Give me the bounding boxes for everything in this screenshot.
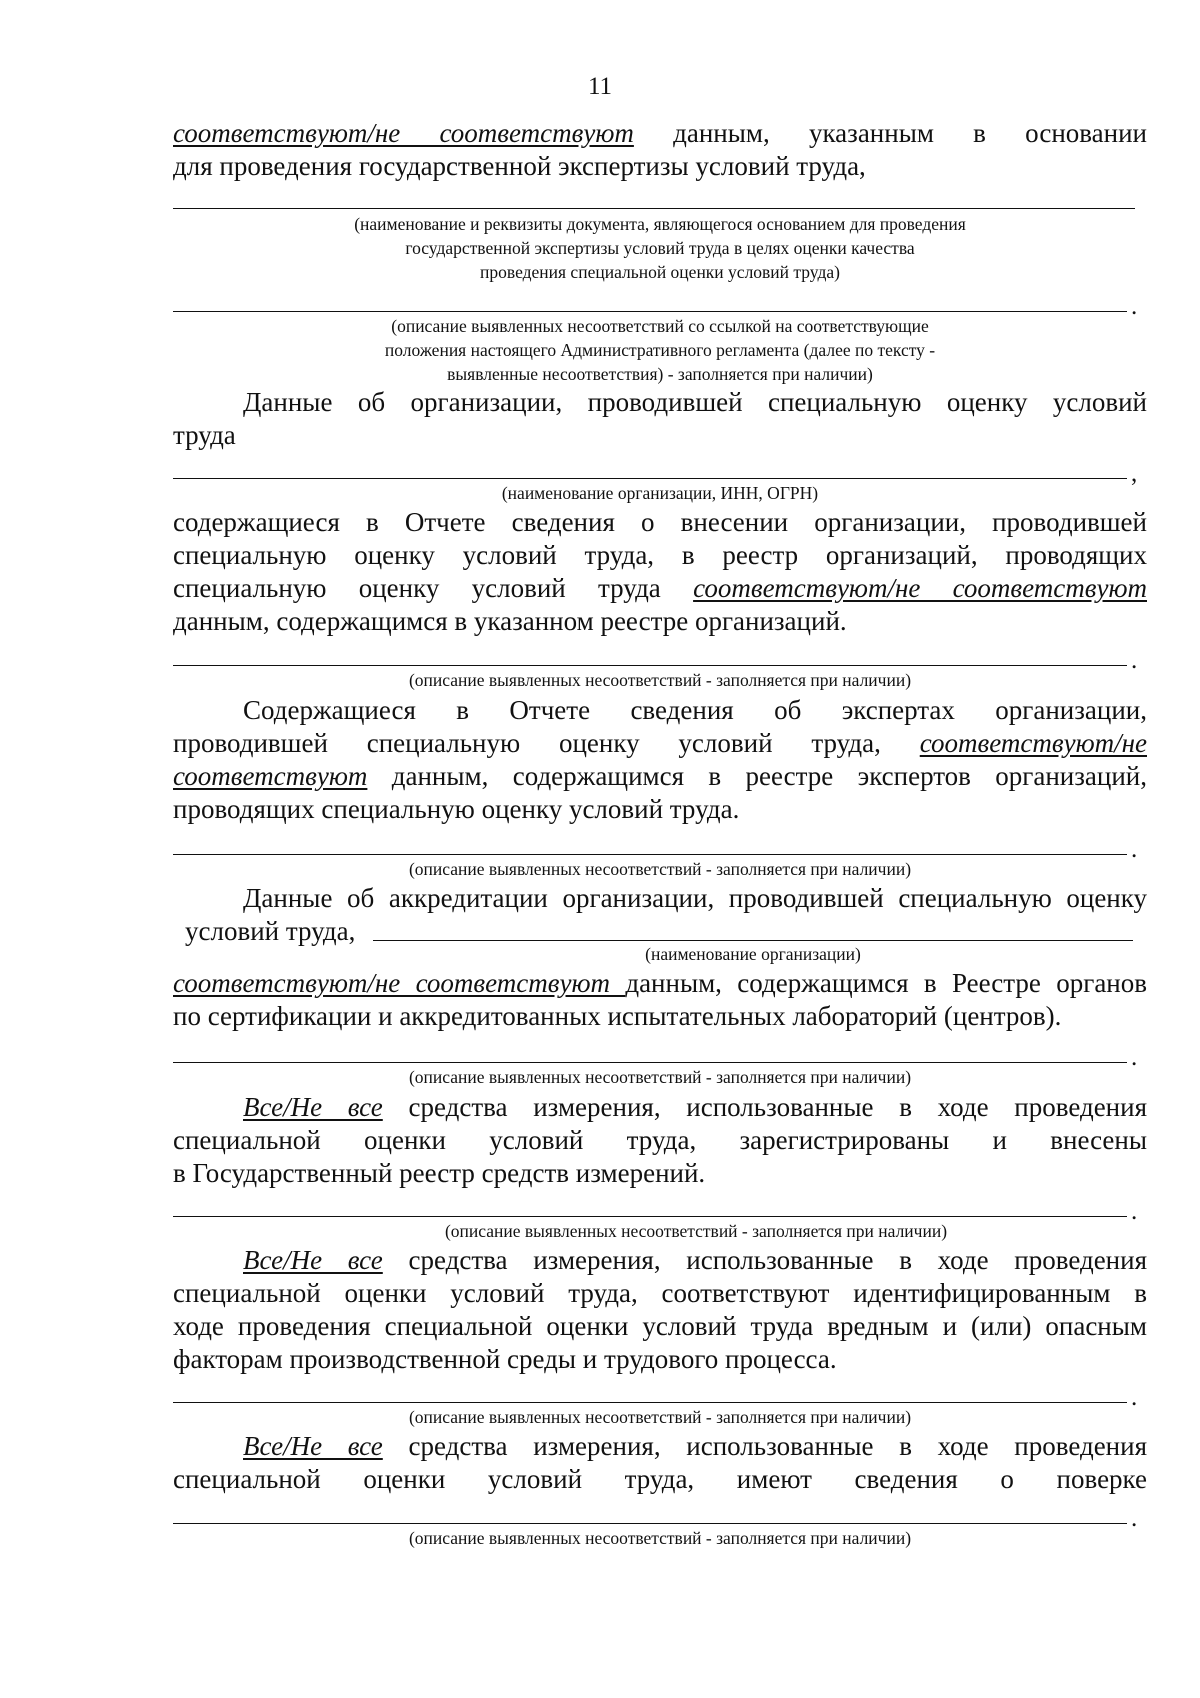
underlined-choice: соответствуют/не соответствуют <box>173 118 634 148</box>
text-line: соответствуют/не соответствуют данным, содержащимся в Реестре органов <box>173 968 1147 998</box>
fill-in-line <box>173 311 1127 312</box>
underlined-choice: Все/Не все <box>243 1245 383 1275</box>
text-line: специальной оценки условий труда, зарегистрированы и внесены <box>173 1125 1147 1155</box>
line-end-period: . <box>1131 836 1138 863</box>
text-line: труда <box>173 420 236 450</box>
text-line: проводящих специальную оценку условий труда. <box>173 794 740 824</box>
text-line: данным, содержащимся в указанном реестре организаций. <box>173 606 847 636</box>
line-end-period: . <box>1131 1505 1138 1532</box>
text-line: Данные об аккредитации организации, проводившей специальную оценку <box>243 883 1147 913</box>
line-end-period: . <box>1131 293 1138 320</box>
underlined-choice: соответствуют/не соответствуют <box>693 573 1147 603</box>
line-end-period: . <box>1131 647 1138 674</box>
text-line: Данные об организации, проводившей специальную оценку условий <box>243 387 1147 417</box>
caption-mismatch-description: (описание выявленных несоответствий - заполняется при наличии) <box>408 859 912 879</box>
underlined-choice: соответствуют/не <box>919 728 1147 758</box>
text-line: соответствуют данным, содержащимся в реестре экспертов организаций, <box>173 761 1147 791</box>
fill-in-line <box>173 1523 1127 1524</box>
page-number: 11 <box>587 73 613 100</box>
text-line: Содержащиеся в Отчете сведения об экспертах организации, <box>243 695 1147 725</box>
fill-in-line <box>173 478 1127 479</box>
paragraph-organization-data <box>173 386 1147 452</box>
text-line: ходе проведения специальной оценки условий труда вредным и (или) опасным <box>173 1311 1147 1341</box>
paragraph-measuring-instruments-verification <box>173 1430 1147 1496</box>
text-line: специальной оценки условий труда, соответствуют идентифицированным в <box>173 1278 1147 1308</box>
text-line: содержащиеся в Отчете сведения о внесении организации, проводившей <box>173 507 1147 537</box>
text-line: по сертификации и аккредитованных испытательных лабораторий (центров). <box>173 1001 1062 1031</box>
paragraph-accreditation-registry <box>173 967 1147 1033</box>
text-line: специальную оценку условий труда соответствуют/не соответствуют <box>173 573 1147 603</box>
underlined-choice: соответствуют <box>173 761 368 791</box>
text-line: Все/Не все средства измерения, использованные в ходе проведения <box>243 1092 1147 1122</box>
fill-in-line <box>173 1062 1127 1063</box>
caption-mismatch-description: (описание выявленных несоответствий - заполняется при наличии) <box>408 670 912 690</box>
paragraph-basis <box>173 117 1147 183</box>
fill-in-line <box>373 940 1133 941</box>
underlined-choice: Все/Не все <box>243 1431 383 1461</box>
caption-mismatch-description: (описание выявленных несоответствий - заполняется при наличии) <box>408 1067 912 1087</box>
line-end-comma: , <box>1131 460 1138 487</box>
caption-mismatch-description: (описание выявленных несоответствий - заполняется при наличии) <box>408 1407 912 1427</box>
text-line: проводившей специальную оценку условий труда, соответствуют/не <box>173 728 1147 758</box>
text-line: в Государственный реестр средств измерений. <box>173 1158 706 1188</box>
line-end-period: . <box>1131 1198 1138 1225</box>
caption-mismatch-description: (описание выявленных несоответствий - заполняется при наличии) <box>408 1528 912 1548</box>
fill-in-line <box>173 665 1127 666</box>
caption-mismatch-description: (описание выявленных несоответствий со ссылкой на соответствующие положения настоящего Административного регламента (далее по тексту - выявленные несоответствия) - заполняется при наличии) <box>384 316 936 384</box>
text-line: Все/Не все средства измерения, использованные в ходе проведения <box>243 1431 1147 1461</box>
caption-basis-document: (наименование и реквизиты документа, являющегося основанием для проведения государственной экспертизы условий труда в целях оценки качества проведения специальной оценки условий труда) <box>354 214 966 282</box>
paragraph-accreditation <box>173 882 1147 948</box>
text-line: для проведения государственной экспертизы условий труда, <box>173 151 866 181</box>
text-line: соответствуют/не соответствуют данным, указанным в основании <box>173 118 1147 148</box>
paragraph-registry-info <box>173 506 1147 638</box>
paragraph-measuring-instruments-registered <box>173 1091 1147 1190</box>
underlined-choice: Все/Не все <box>243 1092 383 1122</box>
line-end-period: . <box>1131 1044 1138 1071</box>
text-line: специальную оценку условий труда, в реестр организаций, проводящих <box>173 540 1147 570</box>
line-end-period: . <box>1131 1384 1138 1411</box>
caption-organization-name: (наименование организации, ИНН, ОГРН) <box>501 483 819 503</box>
paragraph-experts-info <box>173 694 1147 826</box>
fill-in-line <box>173 1216 1127 1217</box>
text-line: Все/Не все средства измерения, использованные в ходе проведения <box>243 1245 1147 1275</box>
text-line: факторам производственной среды и трудового процесса. <box>173 1344 837 1374</box>
caption-mismatch-description: (описание выявленных несоответствий - заполняется при наличии) <box>444 1221 948 1241</box>
text-line: условий труда, <box>185 916 356 946</box>
fill-in-line <box>173 208 1135 209</box>
text-line: специальной оценки условий труда, имеют сведения о поверке <box>173 1464 1147 1494</box>
caption-organization: (наименование организации) <box>645 944 861 964</box>
fill-in-line <box>173 854 1127 855</box>
underlined-choice: соответствуют/не соответствуют <box>173 968 626 998</box>
fill-in-line <box>173 1402 1127 1403</box>
paragraph-measuring-instruments-factors <box>173 1244 1147 1376</box>
